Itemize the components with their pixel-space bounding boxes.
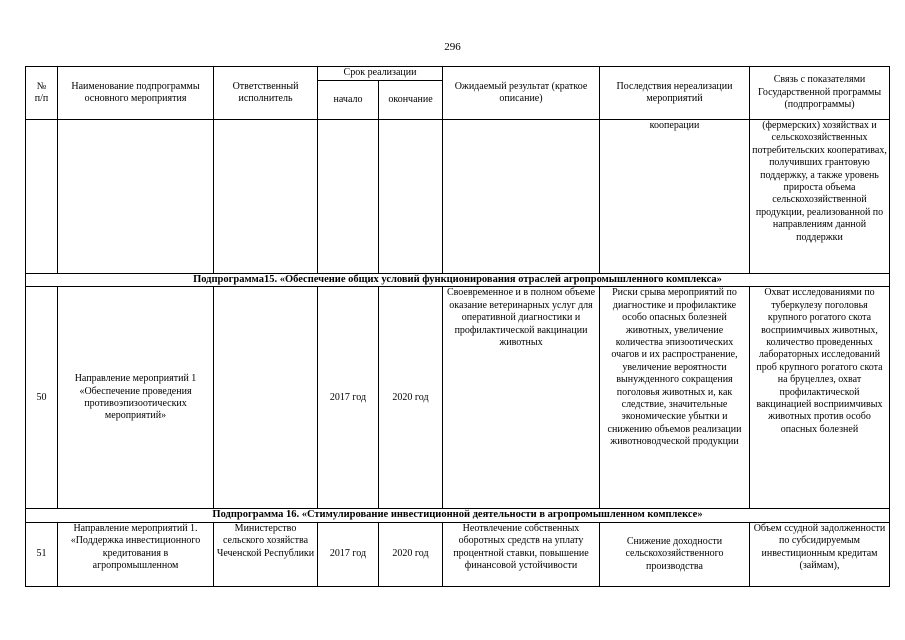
header-link: Связь с показателями Государственной программы (подпрограммы) [750,67,890,120]
header-name: Наименование подпрограммы основного мероприятия [58,67,214,120]
row-51-name: Направление мероприятий 1. «Поддержка инвестиционного кредитования в агропромышленном [58,522,214,586]
row-51-start: 2017 год [318,522,379,586]
header-end: окончание [379,81,443,120]
cell-link: (фермерских) хозяйствах и сельскохозяйственных потребительских кооперативах, получивших грантовую поддержку, а также уровень прироста объема сельскохозяйственной продукции, реализованной по направлениям данной поддержки [750,120,890,274]
continuation-row [26,120,890,274]
row-50-result: Своевременное и в полном объеме оказание ветеринарных услуг для оперативной диагностики и профилактической вакцинации животных [443,287,600,509]
table-row-50 [26,287,890,509]
row-51-num: 51 [26,522,58,586]
cell-result [443,120,600,274]
row-50-link: Охват исследованиями по туберкулезу поголовья крупного рогатого скота восприимчивых животных, количество проведенных лабораторных исследований проб крупного рогатого скота на бруцеллез, охват профилактической вакцинацией восприимчивых животных против особо опасных болезней [750,287,890,509]
row-50-name: Направление мероприятий 1 «Обеспечение проведения противоэпизоотических мероприятий» [58,287,214,509]
cell-name [58,120,214,274]
table-row-51 [26,522,890,586]
row-50-num: 50 [26,287,58,509]
cell-responsible [214,120,318,274]
header-row [26,67,890,81]
row-50-start: 2017 год [318,287,379,509]
cell-end [379,120,443,274]
row-50-consequences: Риски срыва мероприятий по диагностике и профилактике особо опасных болезней животных, увеличение количества эпизоотических очагов и их распространение, увеличение вероятности вынужденного сокращения поголовья животных и, как следствие, значительные экономические убытки и снижению объемов реализации животноводческой продукции [600,287,750,509]
header-responsible: Ответственный исполнитель [214,67,318,120]
row-51-consequences: Снижение доходности сельскохозяйственного производства [600,522,750,586]
cell-num [26,120,58,274]
row-51-responsible: Министерство сельского хозяйства Чеченской Республики [214,522,318,586]
row-51-result: Неотвлечение собственных оборотных средств на уплату процентной ставки, повышение финансовой устойчивости [443,522,600,586]
row-50-responsible [214,287,318,509]
cell-start [318,120,379,274]
cell-consequences: кооперации [600,120,750,274]
subprogram-15-heading: Подпрограмма15. «Обеспечение общих условий функционирования отраслей агропромышленного комплекса» [26,274,890,287]
subprogram-15-row [26,274,890,287]
subprogram-16-row [26,509,890,522]
page-number: 296 [444,41,461,53]
header-period: Срок реализации [318,67,443,81]
program-table [25,66,890,587]
row-50-end: 2020 год [379,287,443,509]
subprogram-16-heading: Подпрограмма 16. «Стимулирование инвестиционной деятельности в агропромышленном комплексе» [26,509,890,522]
header-num: № п/п [26,67,58,120]
header-consequences: Последствия нереализации мероприятий [600,67,750,120]
row-51-link: Объем ссудной задолженности по субсидируемым инвестиционным кредитам (займам), [750,522,890,586]
header-start: начало [318,81,379,120]
header-result: Ожидаемый результат (краткое описание) [443,67,600,120]
row-51-end: 2020 год [379,522,443,586]
